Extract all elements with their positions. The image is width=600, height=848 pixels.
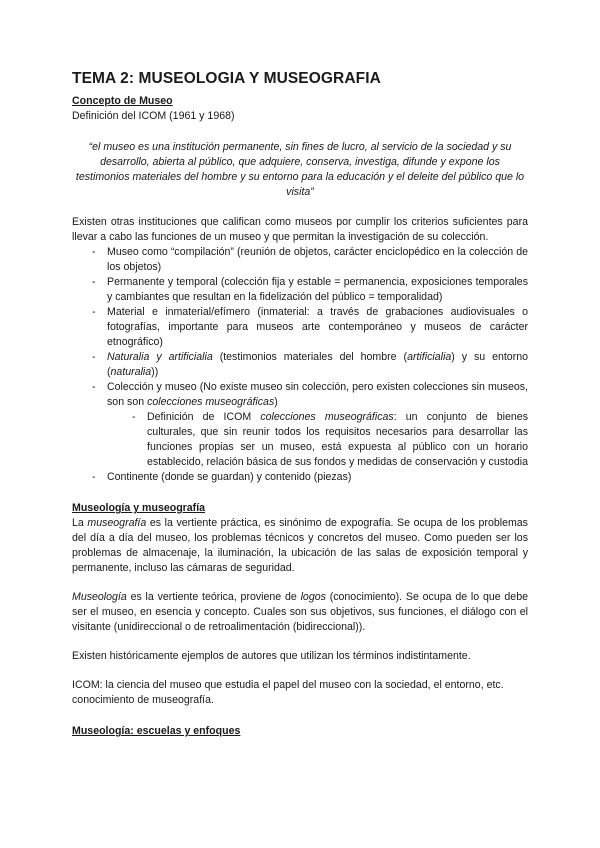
italic-term: colecciones museográficas (260, 411, 394, 423)
museologia-paragraph (72, 590, 528, 635)
italic-term: artificialia (407, 351, 452, 363)
list-item (92, 245, 528, 275)
list-item-text: Definición de ICOM (147, 411, 261, 423)
museografia-paragraph (72, 516, 528, 576)
document-page (72, 70, 528, 739)
list-item (92, 380, 528, 470)
sub-list-item (132, 410, 528, 470)
list-item-text: Continente (donde se guardan) y contenido (piezas) (107, 471, 352, 483)
intro-paragraph: Existen otras instituciones que califican como museos por cumplir los criterios suficientes para llevar a cabo las funciones de un museo y que permitan la investigación de su colección. (72, 216, 528, 243)
list-item (92, 470, 528, 485)
list-item-text: )) (151, 366, 159, 378)
section-heading-escuelas-enfoques: Museología: escuelas y enfoques (72, 725, 241, 737)
spacer (72, 708, 528, 724)
paragraph-text: es la vertiente teórica, proviene de (126, 591, 301, 603)
list-item-text: Museo como “compilación” (reunión de objetos, carácter enciclopédico en la colección de los objetos) (107, 246, 528, 273)
list-item-text: ) y su entorno ( (107, 351, 529, 378)
historical-usage-paragraph: Existen históricamente ejemplos de autores que utilizan los términos indistintamente. (72, 650, 471, 662)
icom-definition-quote (72, 140, 528, 200)
list-item-text: Material e inmaterial/efímero (inmaterial: a través de grabaciones audiovisuales o fotografías, importante para museos arte contemporáneo y museos de carácter etnográfico) (107, 306, 528, 348)
spacer (72, 576, 528, 590)
section-heading-concepto: Concepto de Museo (72, 95, 173, 107)
italic-term: Naturalia y artificialia (107, 351, 213, 363)
icom-definition-subheading: Definición del ICOM (1961 y 1968) (72, 110, 235, 122)
quote-close-mark: ” (310, 186, 314, 198)
list-item-text: Colección y museo (No existe museo sin colección, pero existen colecciones sin museos, son son (107, 381, 528, 408)
italic-term: logos (300, 591, 326, 603)
paragraph-text: es la vertiente práctica, es sinónimo de expografía. Se ocupa de los problemas del día a día del museo, los problemas técnicos y concretos del museo. Como pueden ser los problemas de almacenaje, la iluminación, la ubicación de las salas de exposición temporal y permanente, incluso las cámaras de seguridad. (72, 517, 528, 574)
list-item-text: (testimonios materiales del hombre ( (212, 351, 408, 363)
list-item (92, 305, 528, 350)
list-item-text: Permanente y temporal (colección fija y estable = permanencia, exposiciones temporales y cambiantes que resultan en la fidelización del público = temporalidad) (107, 276, 528, 303)
italic-term: colecciones museográficas (147, 396, 275, 408)
list-item-text: ) (274, 396, 278, 408)
italic-term: naturalia (110, 366, 152, 378)
icom-museology-line-2: conocimiento de museografía. (72, 694, 214, 706)
icom-museology-line-1: ICOM: la ciencia del museo que estudia el papel del museo con la sociedad, el entorno, etc. (72, 679, 504, 691)
italic-term: museografía (87, 517, 147, 529)
list-item (92, 275, 528, 305)
sub-list (107, 410, 528, 470)
quote-text: el museo es una institución permanente, sin fines de lucro, al servicio de la sociedad y su desarrollo, abierta al público, que adquiere, conserva, investiga, difunde y expone los testimonios materiales del hombre y su entorno para la educación y el deleite del público que lo visita (75, 141, 525, 198)
list-item (92, 350, 528, 380)
spacer (72, 635, 528, 649)
section-heading-museologia-museografia: Museología y museografía (72, 502, 206, 514)
spacer (72, 485, 528, 501)
quote-open-mark: “ (88, 141, 93, 153)
museum-criteria-list (72, 245, 528, 485)
paragraph-text: La (72, 517, 88, 529)
italic-term: Museología (72, 591, 127, 603)
list-item-text: : un conjunto de bienes culturales, que sin reunir todos los requisitos necesarios para desarrollar las funciones propias ser un museo, está expuesta al público con un horario establecido, relación básica de sus fondos y medidas de conservación y custodia (147, 411, 529, 468)
paragraph-text: (conocimiento). Se ocupa de lo que debe ser el museo, en esencia y concepto. Cuales son sus objetivos, sus funciones, el diálogo con el visitante (unidireccional o de retroalimentación (bidireccional)). (72, 591, 528, 633)
document-title: TEMA 2: MUSEOLOGIA Y MUSEOGRAFIA (72, 70, 381, 87)
spacer (72, 664, 528, 678)
